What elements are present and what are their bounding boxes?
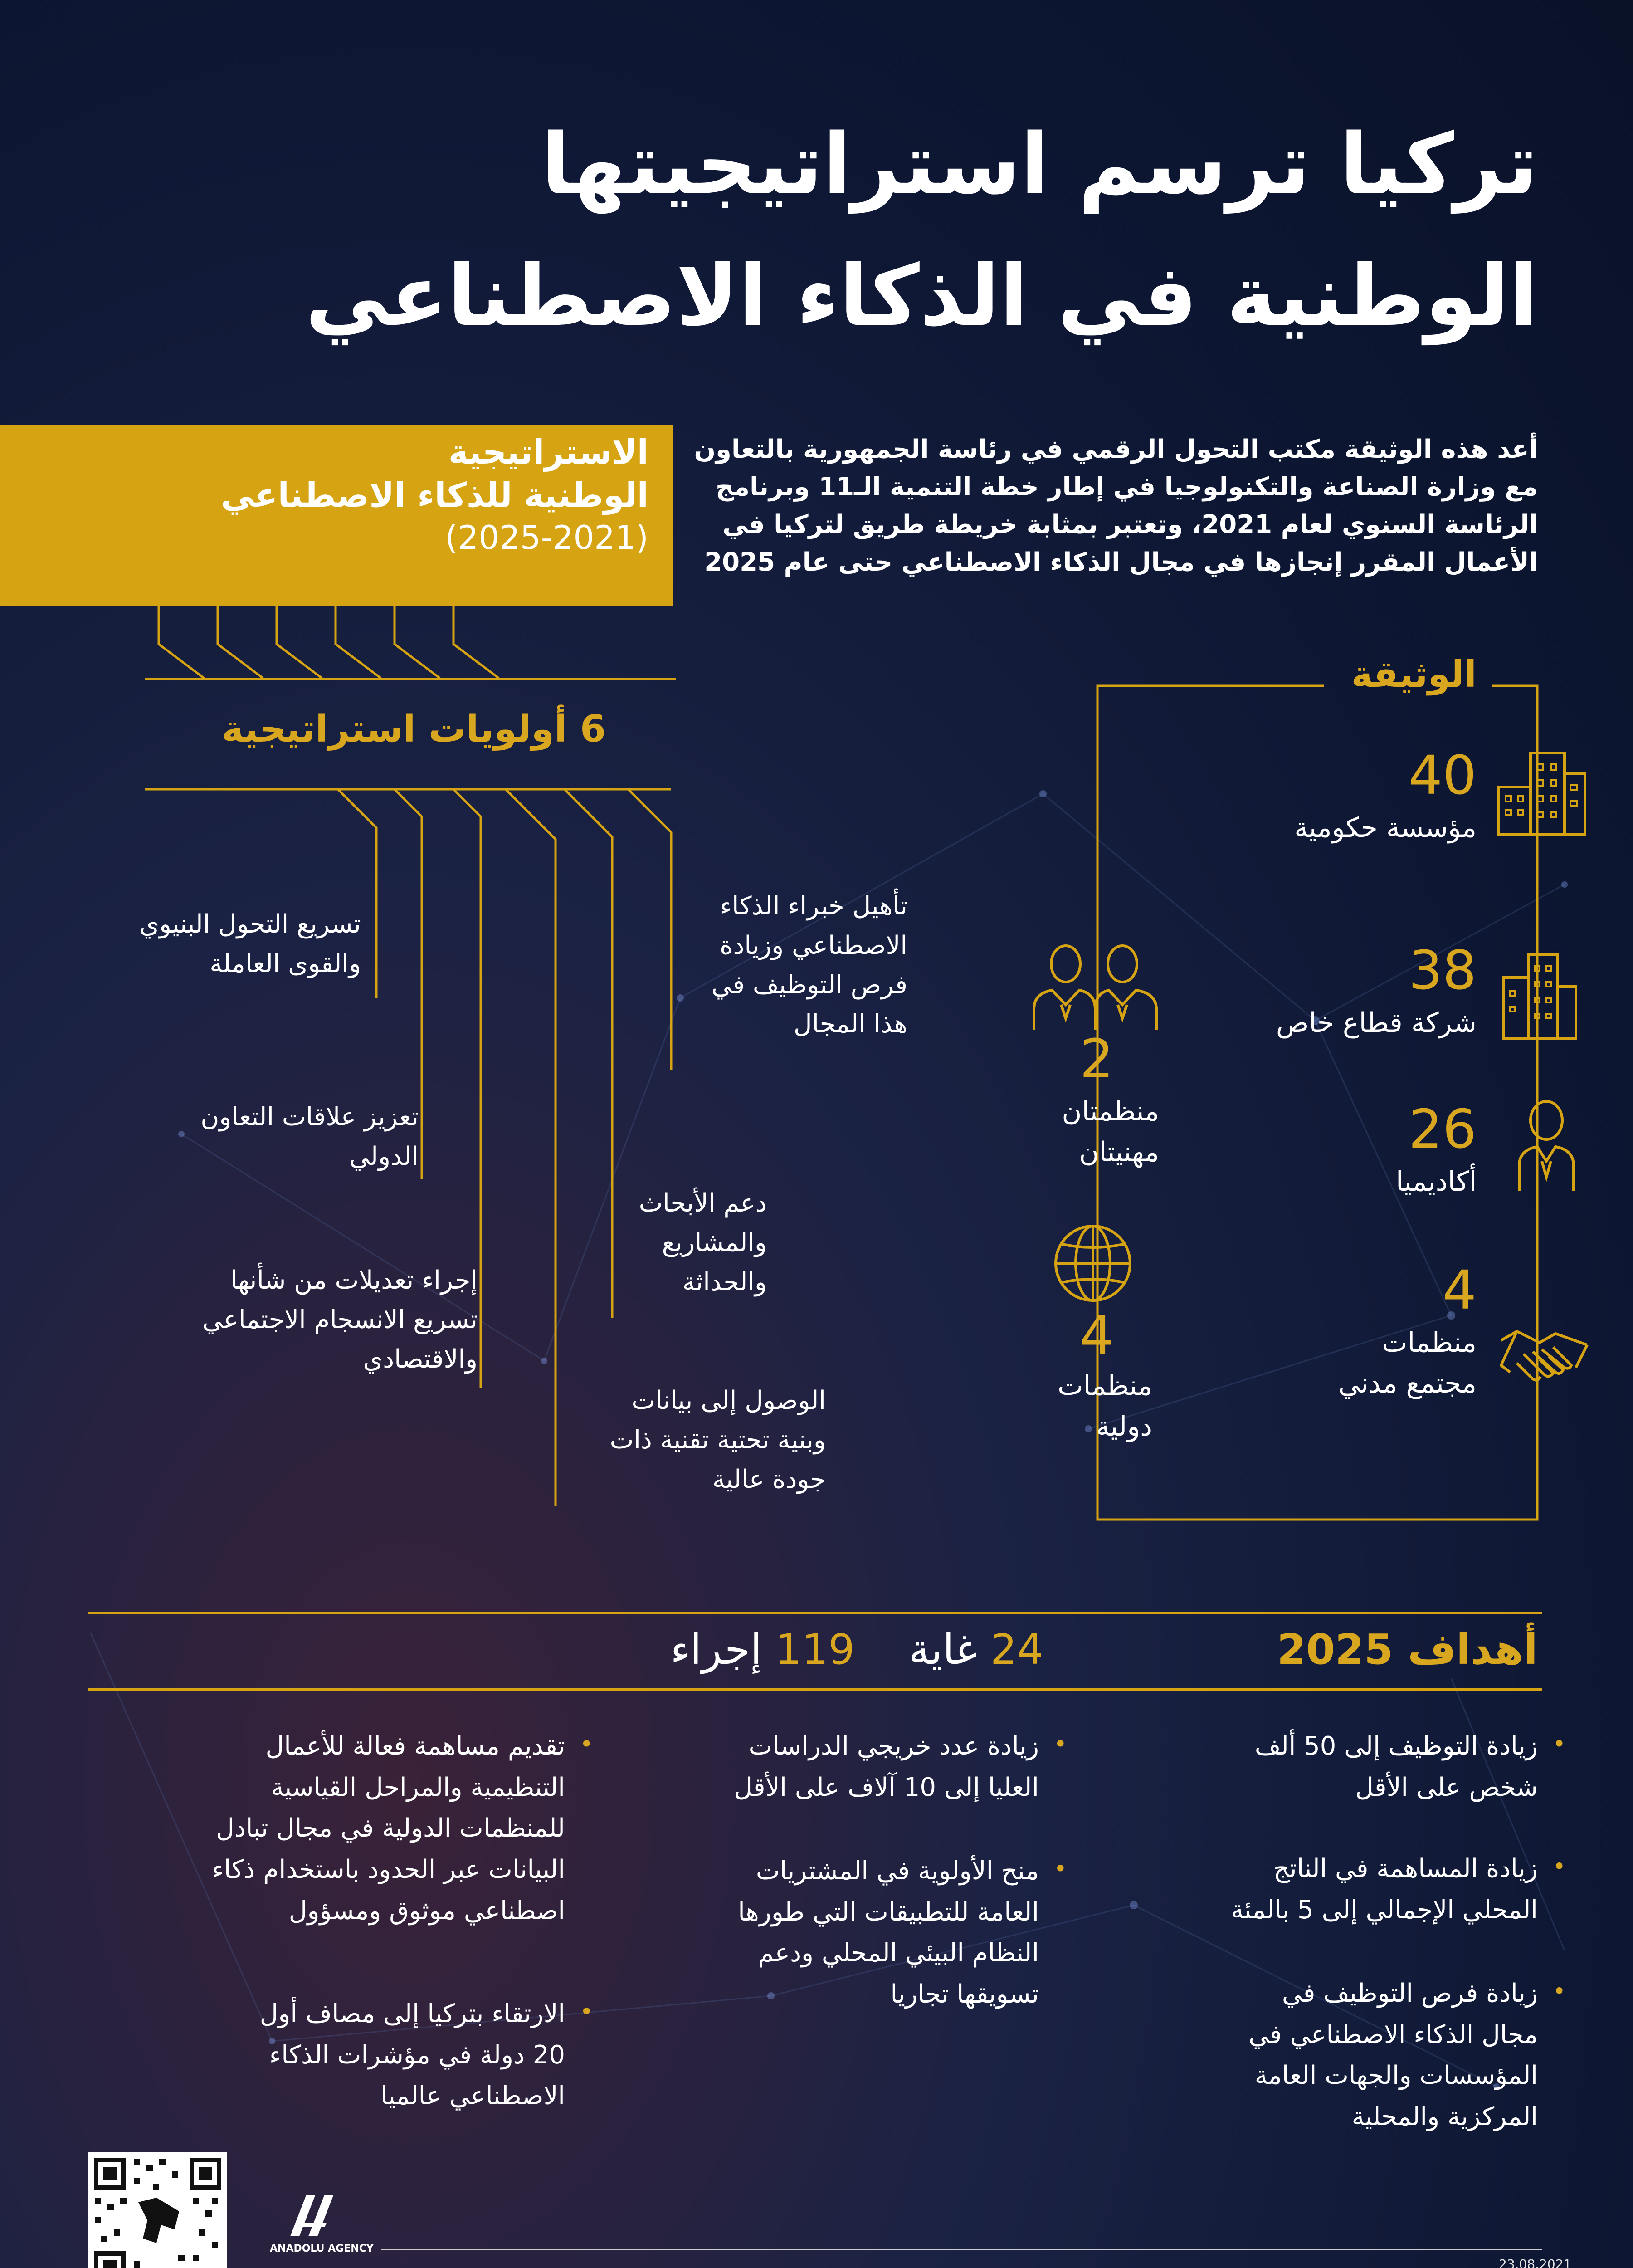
qr-code-pattern-icon xyxy=(88,2152,227,2268)
priority-line: تسريع الانسجام الاجتماعي xyxy=(202,1305,478,1334)
goal-line: زيادة التوظيف إلى 50 ألف xyxy=(1254,1731,1538,1761)
goals-counts xyxy=(670,1625,1043,1674)
bullet-icon: • xyxy=(1053,1731,1067,1757)
bullet-icon: • xyxy=(580,1999,593,2025)
goal-line: المحلي الإجمالي إلى 5 بالمئة xyxy=(1231,1895,1538,1925)
stat-number-government: 40 xyxy=(1408,744,1477,807)
goal-line: اصطناعي موثوق ومسؤول xyxy=(288,1896,565,1926)
goal-item-2 xyxy=(1231,1848,1566,1931)
bullet-icon: • xyxy=(1552,1978,1566,2004)
stat-label-line: منظمات xyxy=(1382,1327,1477,1359)
stat-label-international xyxy=(1058,1365,1152,1447)
priorities-title: 6 أولويات استراتيجية xyxy=(221,708,606,751)
priority-line: دعم الأبحاث xyxy=(639,1188,767,1218)
stat-number-civil: 4 xyxy=(1442,1259,1477,1321)
bullet-icon: • xyxy=(1552,1853,1566,1880)
intro-line: الأعمال المقرر إنجازها في مجال الذكاء الاصطناعي حتى عام 2025 xyxy=(704,547,1538,577)
intro-line: الرئاسة السنوي لعام 2021، وتعتبر بمثابة خريطة طريق لتركيا في xyxy=(722,509,1538,539)
globe-icon xyxy=(1052,1222,1134,1304)
priority-line: والقوى العاملة xyxy=(210,948,361,978)
intro-line: مع وزارة الصناعة والتكنولوجيا في إطار خطة التنمية الـ11 وبرنامج xyxy=(715,472,1538,502)
goal-line: زيادة فرص التوظيف في xyxy=(1282,1979,1538,2008)
goal-item-3 xyxy=(1248,1973,1566,2138)
stat-number-academia: 26 xyxy=(1408,1098,1477,1160)
stat-label-line: دولية xyxy=(1096,1411,1152,1442)
goal-line: النظام البيئي المحلي ودعم xyxy=(758,1938,1039,1968)
banner-line-2: الوطنية للذكاء الاصطناعي xyxy=(221,475,648,515)
bullet-icon: • xyxy=(580,1731,593,1757)
goal-line: الارتقاء بتركيا إلى مصاف أول xyxy=(259,1999,565,2028)
goal-line: العليا إلى 10 آلاف على الأقل xyxy=(734,1772,1039,1802)
priority-line: فرص التوظيف في xyxy=(711,970,907,1000)
actions-count-number: 119 xyxy=(775,1625,855,1674)
goal-line: المؤسسات والجهات العامة xyxy=(1254,2061,1538,2091)
goals-title: أهداف 2025 xyxy=(1277,1625,1538,1674)
office-building-icon xyxy=(1499,950,1580,1041)
goal-item-4 xyxy=(734,1726,1067,1808)
stat-label-line: منظمتان xyxy=(1062,1095,1159,1127)
goal-line: تسويقها تجاريا xyxy=(890,1980,1039,2009)
goal-item-5 xyxy=(738,1851,1067,2015)
stat-label-professional xyxy=(1062,1091,1159,1173)
logo-text: ANADOLU AGENCY xyxy=(270,2243,374,2254)
document-title: الوثيقة xyxy=(1351,653,1477,695)
priority-line: والاقتصادي xyxy=(363,1344,478,1374)
priority-line: الدولي xyxy=(349,1141,419,1171)
priority-line: والحداثة xyxy=(682,1267,767,1297)
banner-years: (2025-2021) xyxy=(445,518,648,557)
page-title-line-1: تركيا ترسم استراتيجيتها xyxy=(541,115,1538,213)
actions-count-label: إجراء xyxy=(670,1625,762,1674)
two-professionals-icon xyxy=(1032,941,1159,1032)
goal-line: البيانات عبر الحدود باستخدام ذكاء xyxy=(212,1855,565,1885)
goal-line: زيادة عدد خريجي الدراسات xyxy=(748,1731,1039,1761)
academic-person-icon xyxy=(1517,1098,1576,1193)
priority-line: تعزيز علاقات التعاون xyxy=(200,1102,419,1132)
goal-line: مجال الذكاء الاصطناعي في xyxy=(1248,2019,1538,2049)
goal-item-1 xyxy=(1254,1726,1566,1808)
priority-line: وبنية تحتية تقنية ذات xyxy=(609,1425,826,1455)
priority-line: إجراء تعديلات من شأنها xyxy=(230,1266,478,1295)
stat-label-academia: أكاديميا xyxy=(1395,1166,1477,1198)
priority-line: تأهيل خبراء الذكاء xyxy=(720,891,907,921)
goal-line: الاصطناعي عالميا xyxy=(380,2081,565,2111)
anadolu-agency-logo-icon xyxy=(281,2191,363,2250)
priority-line: تسريع التحول البنيوي xyxy=(139,909,361,939)
bullet-icon: • xyxy=(1053,1856,1067,1882)
stat-label-civil xyxy=(1338,1322,1477,1404)
stat-number-professional: 2 xyxy=(1079,1027,1114,1090)
bullet-icon: • xyxy=(1552,1731,1566,1757)
goal-item-6 xyxy=(212,1726,593,1932)
buildings-icon xyxy=(1494,744,1589,839)
priority-line: الوصول إلى بيانات xyxy=(631,1386,826,1415)
goals-divider-bottom xyxy=(88,1688,1542,1691)
goal-line: منح الأولوية في المشتريات xyxy=(756,1856,1039,1886)
priority-line: جودة عالية xyxy=(712,1464,826,1494)
goal-line: المركزية والمحلية xyxy=(1351,2102,1538,2132)
stat-label-line: منظمات xyxy=(1058,1370,1152,1402)
goal-line: التنظيمية والمراحل القياسية xyxy=(271,1772,565,1802)
goal-line: تقديم مساهمة فعالة للأعمال xyxy=(265,1731,565,1761)
logo-letters xyxy=(290,2204,291,2205)
qr-code xyxy=(88,2152,227,2268)
stat-label-line: مجتمع مدني xyxy=(1338,1368,1477,1399)
handshake-icon xyxy=(1499,1322,1589,1386)
stat-label-line: مهنيتان xyxy=(1079,1136,1159,1168)
stat-label-private: شركة قطاع خاص xyxy=(1276,1007,1477,1039)
goal-line: 20 دولة في مؤشرات الذكاء xyxy=(269,2040,565,2070)
publish-date: 23.08.2021 xyxy=(1499,2257,1572,2268)
priority-line: هذا المجال xyxy=(793,1009,907,1039)
banner-line-1: الاستراتيجية xyxy=(448,433,648,472)
goal-item-7 xyxy=(259,1994,593,2117)
page-title-line-2: الوطنية في الذكاء الاصطناعي xyxy=(305,247,1538,345)
goals-count-label: غاية xyxy=(908,1625,977,1674)
stat-label-government: مؤسسة حكومية xyxy=(1294,812,1477,844)
stat-number-international: 4 xyxy=(1079,1304,1114,1367)
goals-divider-top xyxy=(88,1612,1542,1614)
goal-line: شخص على الأقل xyxy=(1355,1772,1538,1802)
goal-line: للمنظمات الدولية في مجال تبادل xyxy=(216,1813,565,1843)
goals-count-number: 24 xyxy=(990,1625,1043,1674)
priority-line: الاصطناعي وزيادة xyxy=(720,930,907,960)
footer-divider xyxy=(381,2249,1542,2250)
stat-number-private: 38 xyxy=(1408,939,1477,1002)
goal-line: زيادة المساهمة في الناتج xyxy=(1273,1854,1538,1883)
goal-line: العامة للتطبيقات التي طورها xyxy=(738,1897,1039,1927)
intro-line: أعد هذه الوثيقة مكتب التحول الرقمي في رئاسة الجمهورية بالتعاون xyxy=(694,435,1538,464)
priority-line: والمشاريع xyxy=(662,1227,767,1257)
